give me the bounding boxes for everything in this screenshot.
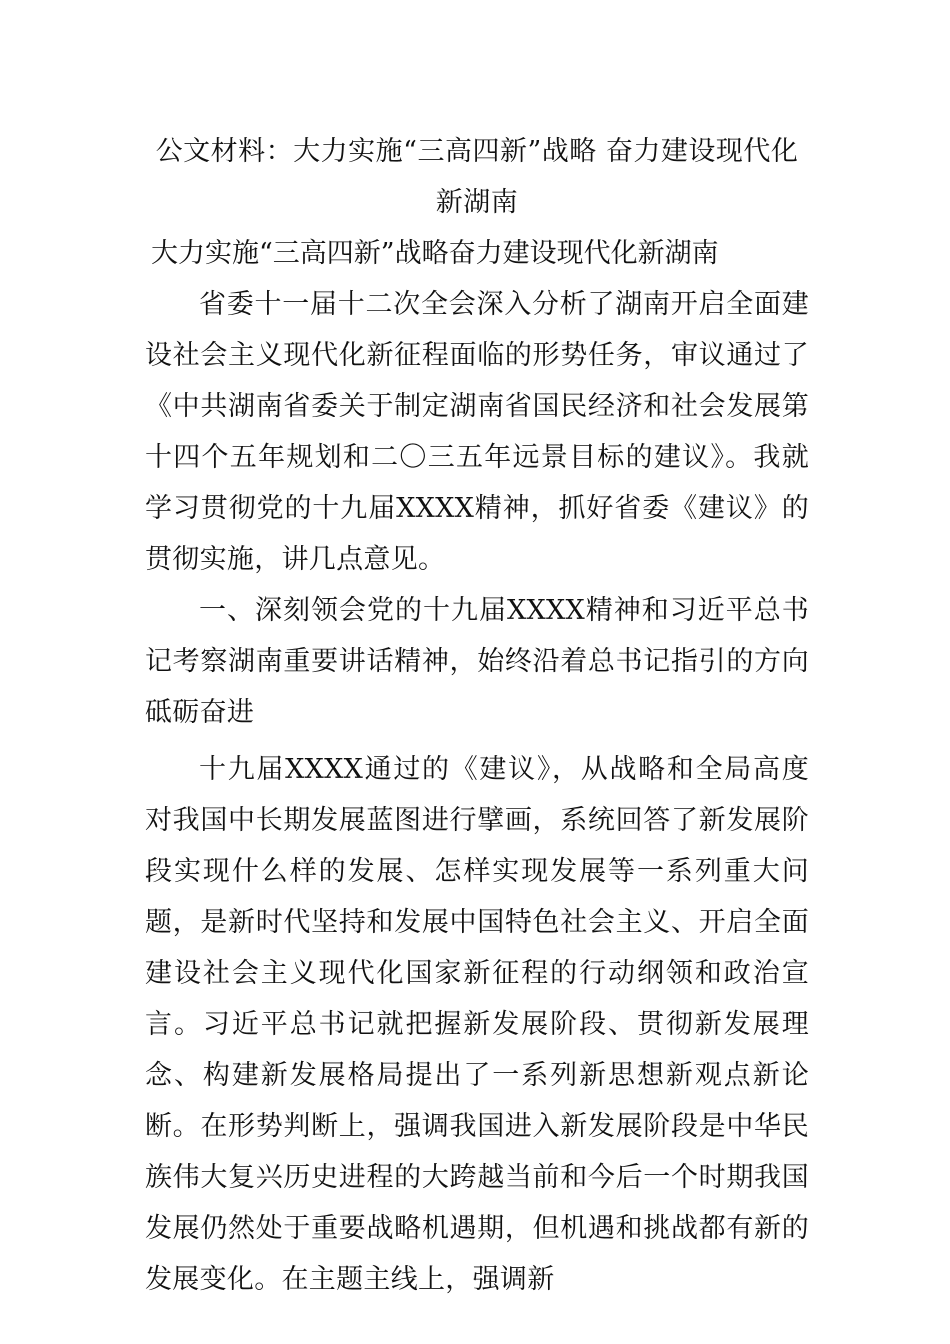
paragraph-intro: 省委十一届十二次全会深入分析了湖南开启全面建设社会主义现代化新征程面临的形势任务，审议通过了《中共湖南省委关于制定湖南省国民经济和社会发展第十四个五年规划和二〇三五年远景目标的建议》。我就学习贯彻党的十九届XXXX精神，抓好省委《建议》的贯彻实施，讲几点意见。 [145, 289, 809, 575]
paragraph-body: 十九届XXXX通过的《建议》，从战略和全局高度对我国中长期发展蓝图进行擘画，系统回答了新发展阶段实现什么样的发展、怎样实现发展等一系列重大问题，是新时代坚持和发展中国特色社会主义、开启全面建设社会主义现代化国家新征程的行动纲领和政治宣言。习近平总书记就把握新发展阶段、贯彻新发展理念、构建新发展格局提出了一系列新思想新观点新论断。在形势判断上，强调我国进入新发展阶段是中华民族伟大复兴历史进程的大跨越当前和今后一个时期我国发展仍然处于重要战略机遇期，但机遇和挑战都有新的发展变化。在主题主线上，强调新 [145, 754, 809, 1295]
document-title: 公文材料：大力实施“三高四新”战略 奋力建设现代化新湖南 [155, 136, 799, 218]
section-heading-1: 一、深刻领会党的十九届XXXX精神和习近平总书记考察湖南重要讲话精神，始终沿着总书记指引的方向砥砺奋进 [145, 595, 809, 728]
document-body [145, 126, 809, 1305]
document-subtitle: 大力实施“三高四新”战略奋力建设现代化新湖南 [151, 238, 719, 269]
